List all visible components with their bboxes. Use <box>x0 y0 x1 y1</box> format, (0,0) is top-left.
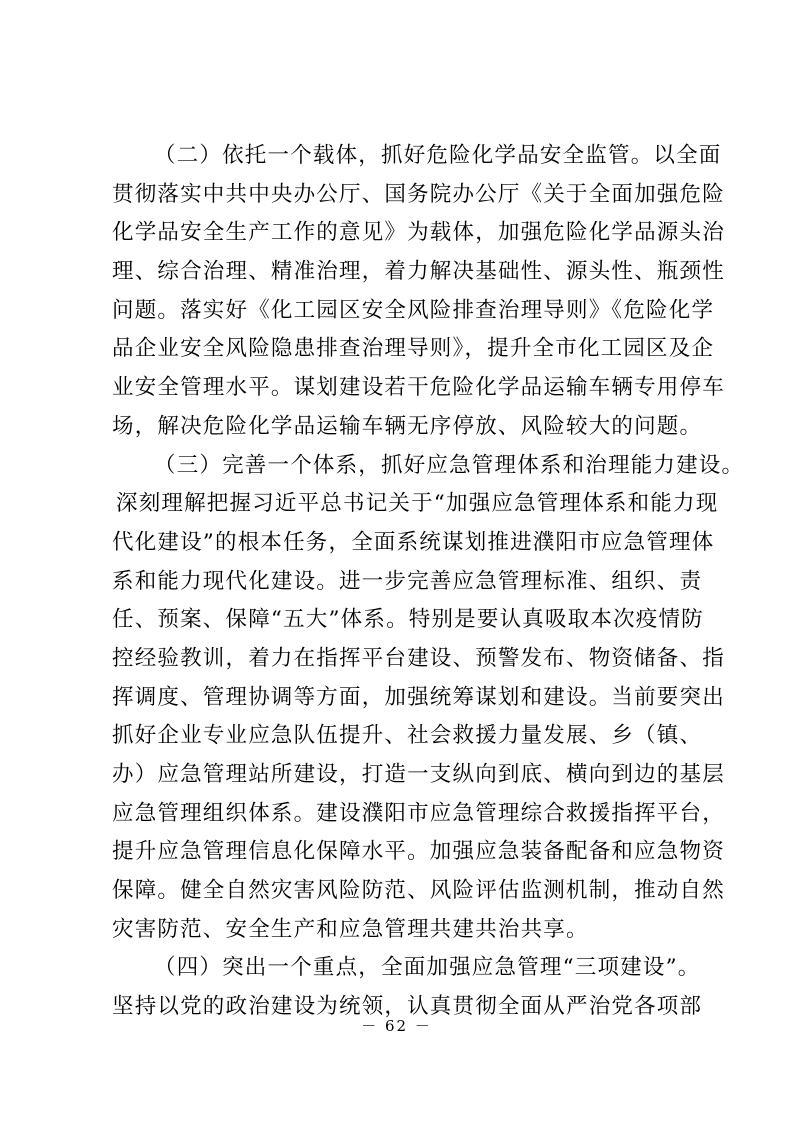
page-number: － 62 － <box>361 1017 432 1035</box>
text-line: 深刻理解把握习近平总书记关于“加强应急管理体系和能力现 <box>116 491 719 517</box>
text-line: 品企业安全风险隐患排查治理导则》，提升全市化工园区及企 <box>112 336 715 362</box>
text-line: 化学品安全生产工作的意见》为载体，加强危险化学品源头治 <box>112 220 725 246</box>
text-line: 问题。落实好《化工园区安全风险排查治理导则》《危险化学 <box>112 297 715 323</box>
section-heading: （三）完善一个体系，抓好应急管理体系和治理能力建设。 <box>154 452 745 478</box>
text-line: 业安全管理水平。谋划建设若干危险化学品运输车辆专用停车 <box>112 375 725 401</box>
text-line: 代化建设”的根本任务，全面系统谋划推进濮阳市应急管理体 <box>112 529 715 555</box>
section-heading: （四）突出一个重点，全面加强应急管理“三项建设”。 <box>154 955 701 981</box>
text-line: 挥调度、管理协调等方面，加强统筹谋划和建设。当前要突出 <box>112 684 725 710</box>
text-line: 理、综合治理、精准治理，着力解决基础性、源头性、瓶颈性 <box>112 259 725 285</box>
text-line: 任、预案、保障“五大”体系。特别是要认真吸取本次疫情防 <box>112 607 704 633</box>
text-line: 办）应急管理站所建设，打造一支纵向到底、横向到边的基层 <box>112 762 725 787</box>
text-line: 保障。健全自然灾害风险防范、风险评估监测机制，推动自然 <box>112 878 725 904</box>
text-line: 应急管理组织体系。建设濮阳市应急管理综合救援指挥平台， <box>112 800 725 826</box>
text-line: （二）依托一个载体，抓好危险化学品安全监管。以全面 <box>154 143 722 168</box>
text-line: 系和能力现代化建设。进一步完善应急管理标准、组织、责 <box>112 568 703 594</box>
text-line: 灾害防范、安全生产和应急管理共建共治共享。 <box>112 916 589 942</box>
text-line: 提升应急管理信息化保障水平。加强应急装备配备和应急物资 <box>112 839 725 865</box>
text-line: 控经验教训，着力在指挥平台建设、预警发布、物资储备、指 <box>112 645 725 671</box>
document-body <box>112 137 745 1027</box>
text-line: 贯彻落实中共中央办公厅、国务院办公厅《关于全面加强危险 <box>112 181 725 207</box>
text-line: 坚持以党的政治建设为统领，认真贯彻全面从严治党各项部 <box>112 994 703 1020</box>
text-line: 抓好企业专业应急队伍提升、社会救援力量发展、乡（镇、 <box>112 723 703 749</box>
text-line: 场，解决危险化学品运输车辆无序停放、风险较大的问题。 <box>112 413 703 439</box>
